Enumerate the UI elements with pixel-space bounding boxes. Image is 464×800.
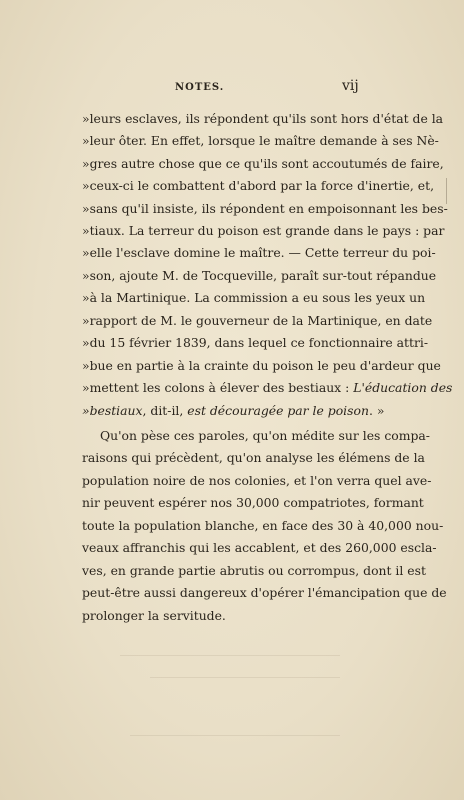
text-line: »leurs esclaves, ils répondent qu'ils sont hors d'état de la — [82, 111, 444, 126]
text-line: »à la Martinique. La commission a eu sous les yeux un — [82, 290, 426, 305]
text-line: »mettent les colons à élever des bestiaux : L'éducation des — [82, 380, 453, 395]
text-line: Qu'on pèse ces paroles, qu'on médite sur les compa- — [100, 428, 430, 443]
text-line: »son, ajoute M. de Tocqueville, paraît sur-tout répandue — [82, 268, 437, 283]
text-line: »bue en partie à la crainte du poison le peu d'ardeur que — [82, 358, 441, 373]
text-line: »tiaux. La terreur du poison est grande dans le pays : par — [82, 223, 445, 238]
text-line: »sans qu'il insiste, ils répondent en empoisonnant les bes- — [82, 201, 448, 216]
text-line: peut-être aussi dangereux d'opérer l'émancipation que de — [82, 585, 447, 600]
page-number: vij — [342, 78, 359, 94]
text-line: »leur ôter. En effet, lorsque le maître demande à ses Nè- — [82, 133, 439, 148]
text-line: veaux affranchis qui les accablent, et des 260,000 escla- — [82, 540, 437, 555]
text-line: ves, en grande partie abrutis ou corrompus, dont il est — [82, 563, 426, 578]
show-through-line — [120, 655, 340, 656]
text-line: raisons qui précèdent, qu'on analyse les élémens de la — [82, 450, 425, 465]
text-line: »ceux-ci le combattent d'abord par la force d'inertie, et, — [82, 178, 435, 193]
text-line: population noire de nos colonies, et l'on verra quel ave- — [82, 473, 432, 488]
running-head: NOTES. — [175, 82, 225, 93]
text-line: »elle l'esclave domine le maître. — Cette terreur du poi- — [82, 245, 436, 260]
text-line: toute la population blanche, en face des 30 à 40,000 nou- — [82, 518, 444, 533]
page-header — [0, 78, 464, 98]
text-line: nir peuvent espérer nos 30,000 compatriotes, formant — [82, 495, 424, 510]
show-through-line — [130, 735, 340, 736]
text-line: »gres autre chose que ce qu'ils sont accoutumés de faire, — [82, 156, 444, 171]
text-line: prolonger la servitude. — [82, 608, 226, 623]
text-line: »bestiaux, dit-il, est découragée par le poison. » — [82, 403, 385, 418]
show-through-line — [150, 677, 340, 678]
text-line: »rapport de M. le gouverneur de la Martinique, en date — [82, 313, 433, 328]
text-line: »du 15 février 1839, dans lequel ce fonctionnaire attri- — [82, 335, 429, 350]
margin-mark — [446, 178, 447, 204]
